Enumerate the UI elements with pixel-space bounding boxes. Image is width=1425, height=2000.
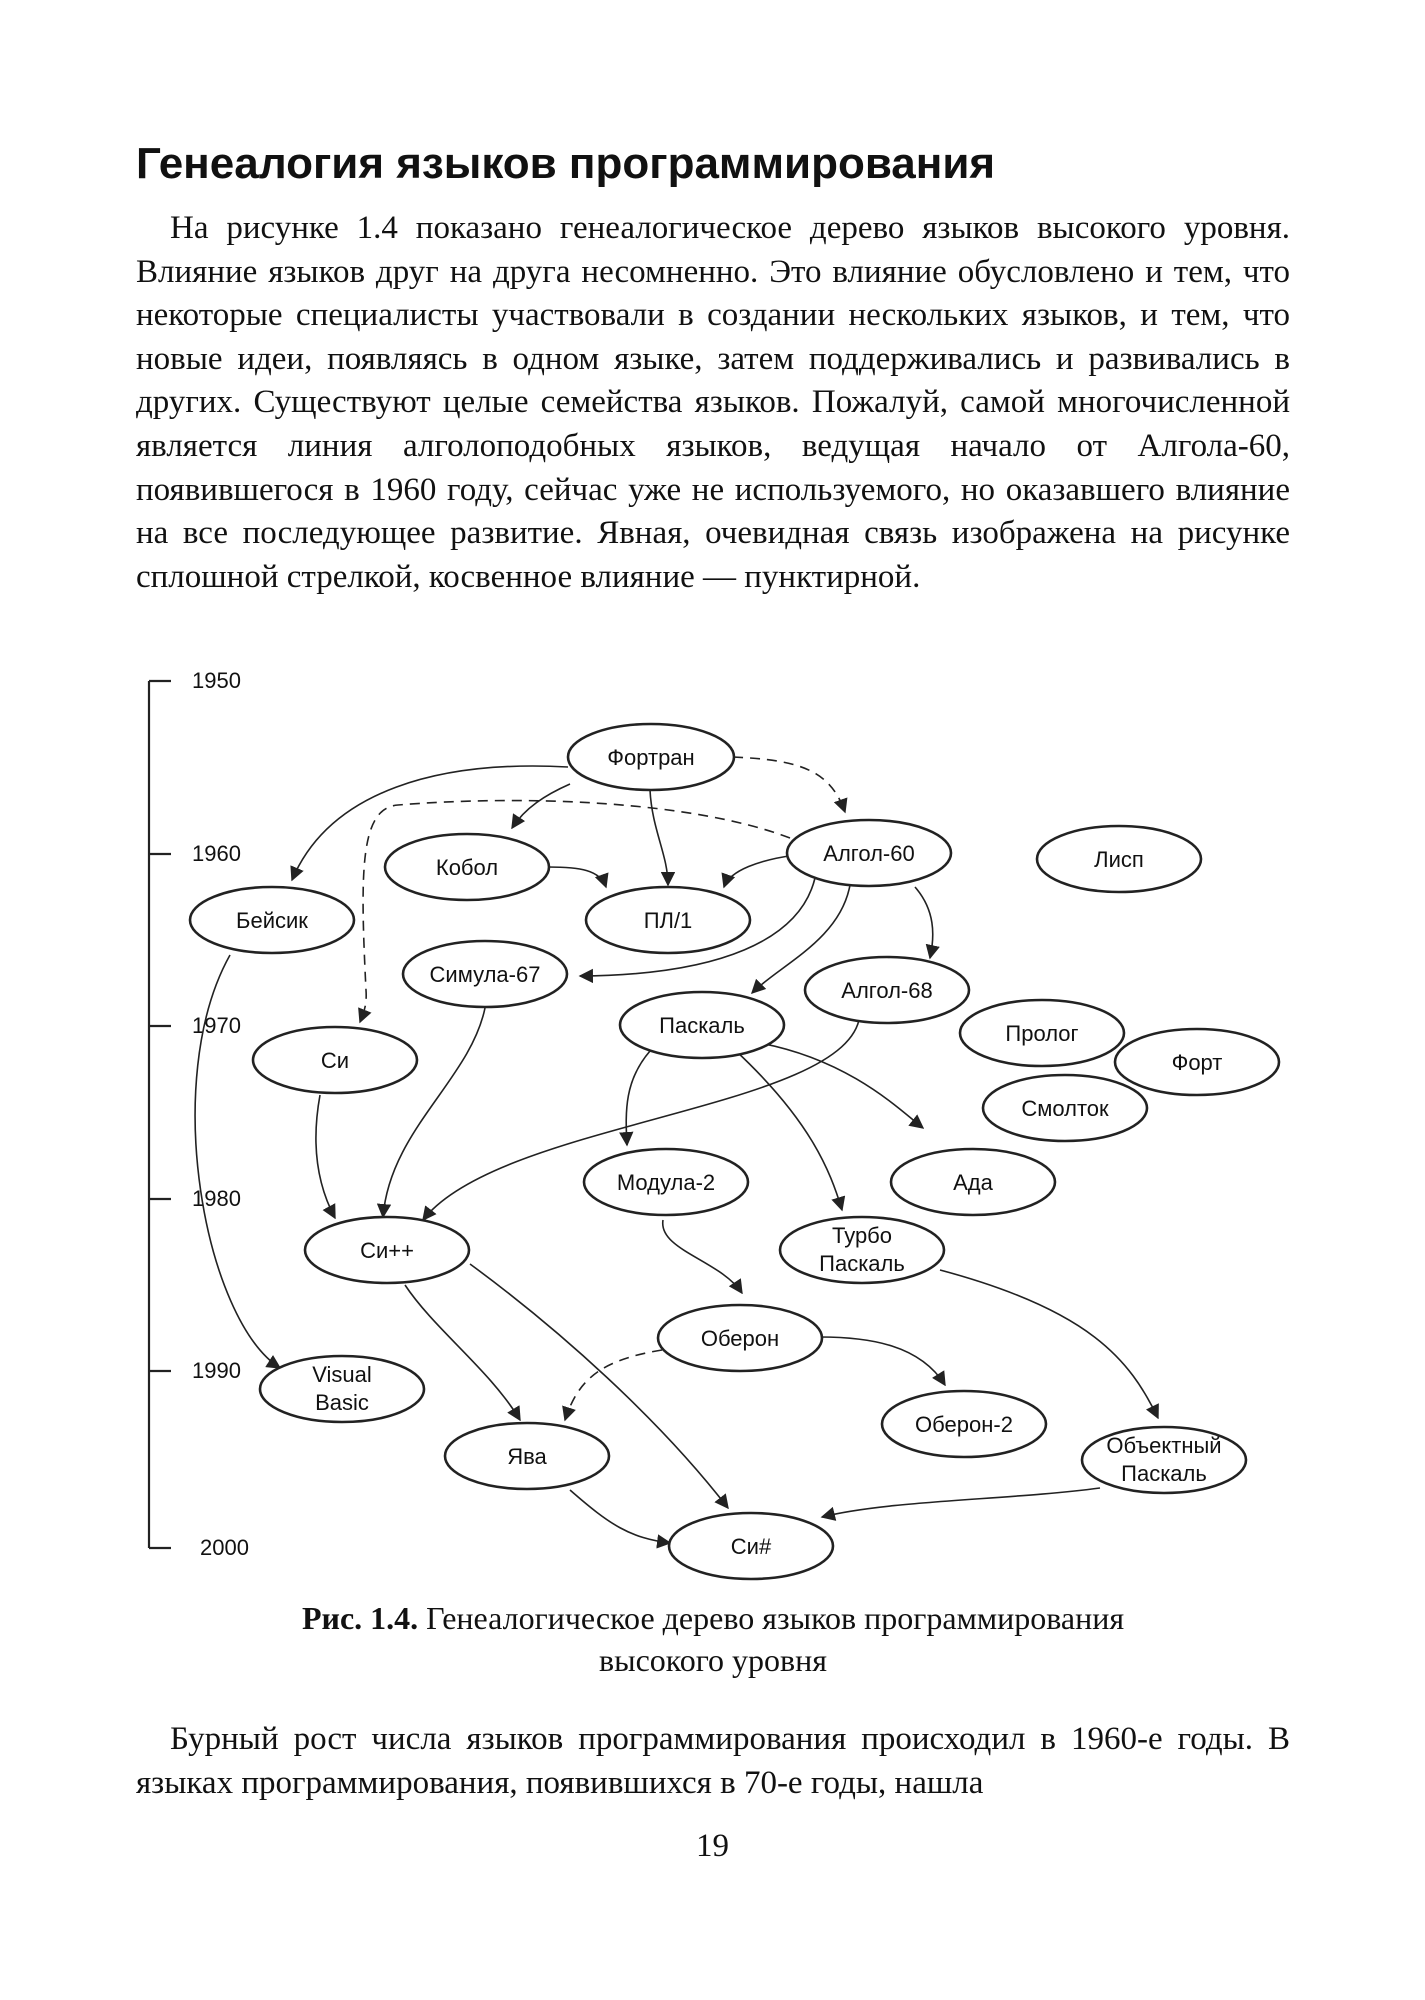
label-turbopascal-line2: Паскаль — [819, 1251, 905, 1276]
year-label-1970: 1970 — [192, 1013, 241, 1038]
label-basic: Бейсик — [236, 908, 308, 933]
label-pascal: Паскаль — [659, 1013, 745, 1038]
label-forth: Форт — [1171, 1050, 1223, 1075]
edge-modula2-oberon — [663, 1220, 742, 1293]
year-label-1960: 1960 — [192, 841, 241, 866]
label-oberon2: Оберон-2 — [915, 1412, 1013, 1437]
label-prolog: Пролог — [1005, 1021, 1079, 1046]
edge-fortran-pl1 — [650, 790, 668, 885]
edge-oberon-java-dashed — [565, 1350, 662, 1420]
label-cpp: Си++ — [360, 1238, 414, 1263]
label-lisp: Лисп — [1094, 847, 1144, 872]
caption-text-line2: высокого уровня — [598, 1642, 827, 1678]
edge-cpp-java — [405, 1285, 520, 1420]
edge-java-csharp — [570, 1490, 670, 1543]
timeline — [149, 681, 171, 1548]
label-algol68: Алгол-68 — [841, 978, 933, 1003]
edge-oberon-oberon2 — [820, 1337, 945, 1385]
edge-pascal-modula2 — [626, 1051, 650, 1145]
caption-label: Рис. 1.4. — [301, 1600, 419, 1636]
caption-text-line1: Генеалогическое дерево языков программирования — [426, 1600, 1125, 1636]
label-cobol: Кобол — [435, 855, 499, 880]
edge-algol60-pl1 — [724, 855, 795, 887]
label-ada: Ада — [953, 1170, 993, 1195]
label-simula67: Симула-67 — [429, 962, 541, 987]
edge-fortran-algol60-dashed — [733, 757, 845, 812]
year-label-1950: 1950 — [192, 668, 241, 693]
year-label-1980: 1980 — [192, 1186, 241, 1211]
paragraph-continuation: Бурный рост числа языков программирования происходил в 1960-е годы. В языках программирования, появившихся в 70-е годы, нашла — [136, 1721, 1290, 1801]
label-visualbasic-line1: Visual — [312, 1362, 372, 1387]
label-c: Си — [320, 1048, 350, 1073]
label-visualbasic-line2: Basic — [315, 1390, 369, 1415]
label-objectpascal-line1: Объектный — [1106, 1433, 1222, 1458]
section-heading: Генеалогия языков программирования — [136, 139, 996, 188]
page-number: 19 — [696, 1828, 729, 1864]
year-label-1990: 1990 — [192, 1358, 241, 1383]
edge-c-cpp — [316, 1095, 335, 1218]
label-java: Ява — [507, 1444, 547, 1469]
year-label-2000: 2000 — [200, 1535, 249, 1560]
label-modula2: Модула-2 — [616, 1170, 716, 1195]
edge-algol60-algol68 — [915, 887, 933, 958]
edge-pascal-ada — [760, 1043, 923, 1128]
paragraph-intro: На рисунке 1.4 показано генеалогическое дерево языков высокого уровня. Влияние языков друг на друга несомненно. Это влияние обусловлено и тем, что некоторые специалисты участвовали в создании нескольких языков, и тем, что новые идеи, появляясь в одном языке, затем поддерживались и развивались в других. Существуют целые семейства языков. Пожалуй, самой многочисленной является линия алголоподобных языков, ведущая начало от Алгола-60, появившегося в 1960 году, сейчас уже не используемого, но оказавшего влияние на все последующее развитие. Явная, очевидная связь изображена на рисунке сплошной стрелкой, косвенное влияние — пунктирной. — [136, 210, 1290, 595]
label-oberon: Оберон — [700, 1326, 780, 1351]
label-smalltalk: Смолток — [1021, 1096, 1109, 1121]
figure-caption — [136, 1597, 1290, 1681]
edge-fortran-cobol — [512, 784, 570, 828]
edge-objectpascal-csharp — [822, 1488, 1100, 1517]
label-pl1: ПЛ/1 — [643, 908, 693, 933]
label-algol60: Алгол-60 — [823, 841, 915, 866]
label-turbopascal-line1: Турбо — [831, 1223, 893, 1248]
genealogy-diagram — [130, 665, 1300, 1590]
label-objectpascal-line2: Паскаль — [1121, 1461, 1207, 1486]
label-csharp: Си# — [730, 1534, 772, 1559]
edge-pascal-turbopascal — [735, 1050, 842, 1210]
label-fortran: Фортран — [607, 745, 695, 770]
edge-cobol-pl1 — [548, 867, 606, 887]
